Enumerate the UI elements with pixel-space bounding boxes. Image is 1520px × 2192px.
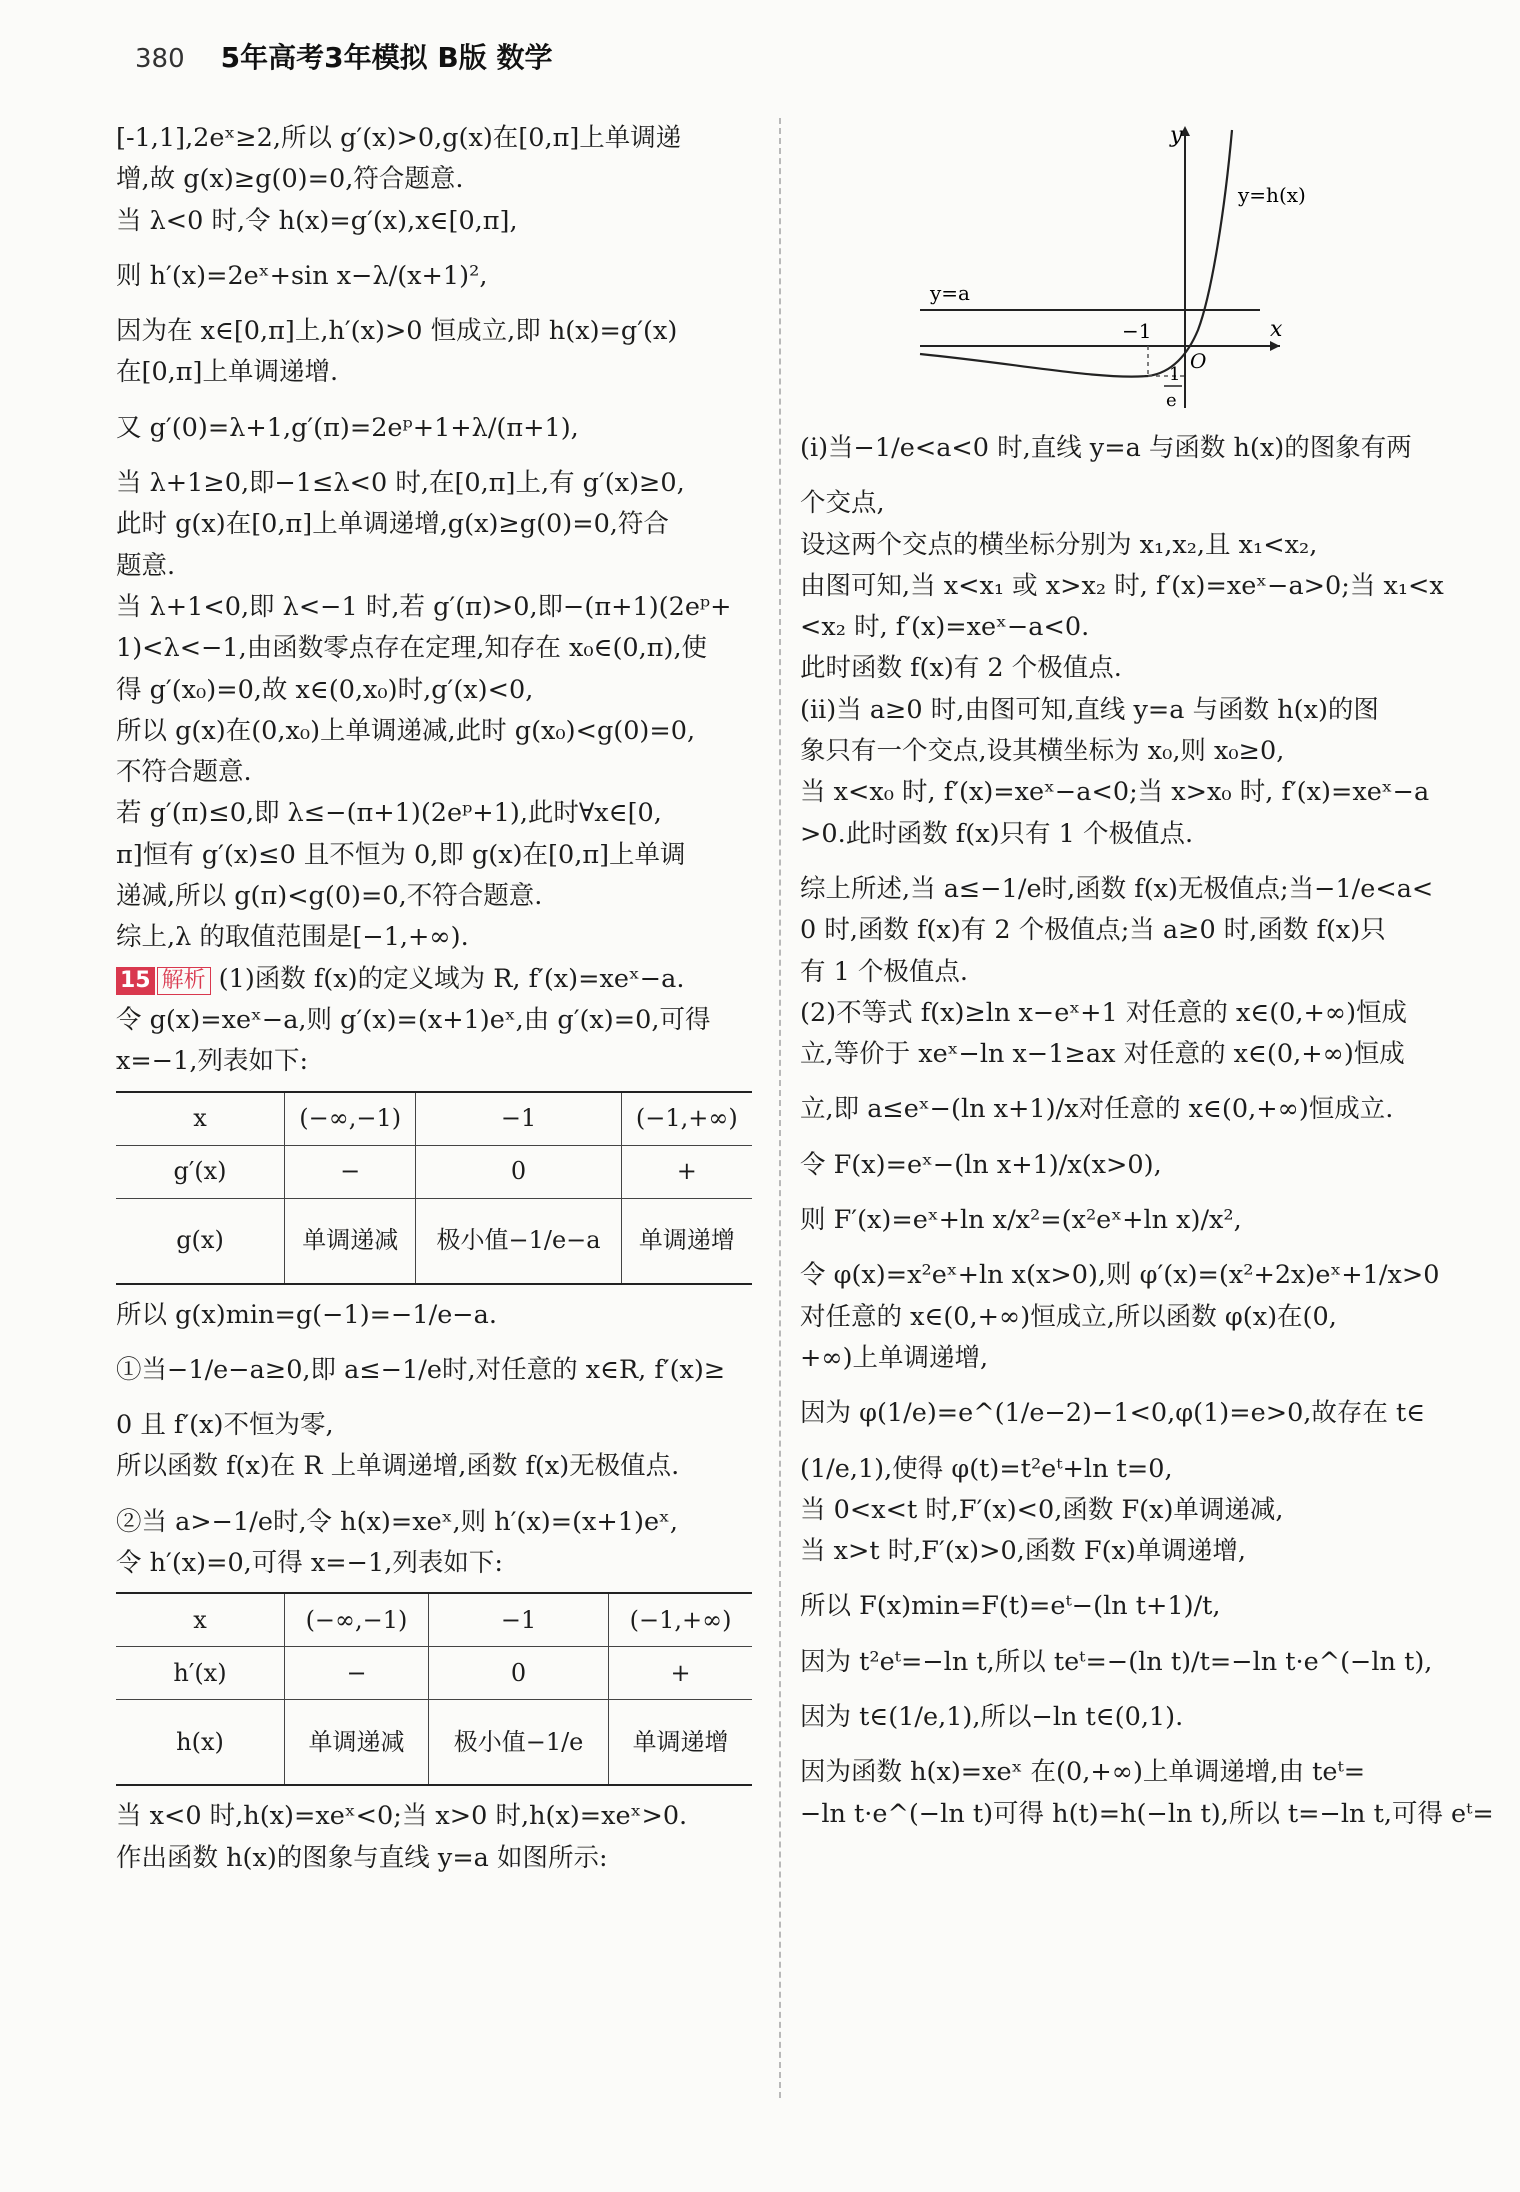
table-cell: x — [116, 1593, 285, 1647]
text-line: >0.此时函数 f(x)只有 1 个极值点. — [800, 818, 1194, 849]
text-line: 若 g′(π)≤0,即 λ≤−(π+1)(2eᵖ+1),此时∀x∈[0, — [116, 798, 662, 829]
page-number: 380 — [135, 44, 185, 74]
text-line: 当 λ<0 时,令 h(x)=g′(x),x∈[0,π], — [116, 205, 518, 236]
table-cell: − — [285, 1647, 429, 1700]
text-line: 1)<λ<−1,由函数零点存在定理,知存在 x₀∈(0,π),使 — [116, 633, 708, 664]
table-cell: (−1,+∞) — [621, 1092, 752, 1146]
table-row — [116, 1198, 752, 1284]
text-line: 由图可知,当 x<x₁ 或 x>x₂ 时, f′(x)=xeˣ−a>0;当 x₁<x — [800, 570, 1444, 601]
text-line: 作出函数 h(x)的图象与直线 y=a 如图所示: — [116, 1842, 608, 1873]
text-line: −ln t·e^(−ln t)可得 h(t)=h(−ln t),所以 t=−ln t,可得 eᵗ= — [800, 1798, 1494, 1829]
text-line: 因为 φ(1/e)=e^(1/e−2)−1<0,φ(1)=e>0,故存在 t∈ — [800, 1398, 1426, 1429]
table-cell: 单调递减 — [285, 1700, 429, 1786]
table-cell: 极小值−1/e — [428, 1700, 608, 1786]
text-line: 在[0,π]上单调递增. — [116, 357, 339, 388]
table-cell: 单调递增 — [621, 1198, 752, 1284]
table-cell: h(x) — [116, 1700, 285, 1786]
column-divider — [779, 118, 781, 2098]
minus-one-label: −1 — [1122, 319, 1152, 343]
left-column — [116, 118, 756, 1879]
text-line: (1/e,1),使得 φ(t)=t²eᵗ+ln t=0, — [800, 1453, 1173, 1484]
text-line: 得 g′(x₀)=0,故 x∈(0,x₀)时,g′(x)<0, — [116, 674, 534, 705]
text-line: 个交点, — [800, 488, 885, 519]
text-line: 则 h′(x)=2eˣ+sin x−λ/(x+1)², — [116, 260, 488, 291]
table-cell: + — [609, 1647, 752, 1700]
table-cell: −1 — [428, 1593, 608, 1647]
text-line: (ii)当 a≥0 时,由图可知,直线 y=a 与函数 h(x)的图 — [800, 694, 1379, 725]
table-cell: (−1,+∞) — [609, 1593, 752, 1647]
text-line: 则 F′(x)=eˣ+ln x/x²=(x²eˣ+ln x)/x², — [800, 1205, 1242, 1236]
text-line: 所以 g(x)在(0,x₀)上单调递减,此时 g(x₀)<g(0)=0, — [116, 715, 696, 746]
text-line: 所以函数 f(x)在 R 上单调递增,函数 f(x)无极值点. — [116, 1451, 680, 1482]
table-cell: 0 — [428, 1647, 608, 1700]
text-line: 因为函数 h(x)=xeˣ 在(0,+∞)上单调递增,由 teᵗ= — [800, 1757, 1366, 1788]
analysis-tag: 解析 — [157, 967, 211, 995]
text-line: x=−1,列表如下: — [116, 1046, 309, 1077]
text-line: 又 g′(0)=λ+1,g′(π)=2eᵖ+1+λ/(π+1), — [116, 412, 579, 443]
text-line: 令 φ(x)=x²eˣ+ln x(x>0),则 φ′(x)=(x²+2x)eˣ+1/x>0 — [800, 1260, 1440, 1291]
x-axis-label: x — [1270, 317, 1283, 342]
table-cell: 极小值−1/e−a — [416, 1198, 621, 1284]
text-line: 令 F(x)=eˣ−(ln x+1)/x(x>0), — [800, 1149, 1162, 1180]
text-line: <x₂ 时, f′(x)=xeˣ−a<0. — [800, 612, 1090, 643]
text-line: 当 x<x₀ 时, f′(x)=xeˣ−a<0;当 x>x₀ 时, f′(x)=xeˣ−a — [800, 777, 1430, 808]
x-axis-arrow — [1270, 341, 1280, 351]
table-cell: − — [285, 1145, 416, 1198]
text-line: 立,即 a≤eˣ−(ln x+1)/x对任意的 x∈(0,+∞)恒成立. — [800, 1094, 1394, 1125]
table-cell: (−∞,−1) — [285, 1593, 429, 1647]
min-value-numerator: 1 — [1169, 364, 1181, 385]
book-title: 5年高考3年模拟 B版 数学 — [220, 41, 553, 74]
table-cell: x — [116, 1092, 285, 1146]
table-row — [116, 1593, 752, 1647]
text-line: 0 且 f′(x)不恒为零, — [116, 1410, 334, 1441]
y-axis-label: y — [1170, 123, 1183, 148]
text-line: (i)当−1/e<a<0 时,直线 y=a 与函数 h(x)的图象有两 — [800, 433, 1412, 463]
text-line: 当 λ+1<0,即 λ<−1 时,若 g′(π)>0,即−(π+1)(2eᵖ+ — [116, 591, 732, 622]
table-row — [116, 1092, 752, 1146]
text-line: 当 x>t 时,F′(x)>0,函数 F(x)单调递增, — [800, 1536, 1246, 1567]
text-line: (2)不等式 f(x)≥ln x−eˣ+1 对任意的 x∈(0,+∞)恒成 — [800, 997, 1408, 1028]
text-line: π]恒有 g′(x)≤0 且不恒为 0,即 g(x)在[0,π]上单调 — [116, 839, 686, 870]
text-line: 综上,λ 的取值范围是[−1,+∞). — [116, 922, 469, 953]
table-cell: g(x) — [116, 1198, 285, 1284]
text-line: 当 0<x<t 时,F′(x)<0,函数 F(x)单调递减, — [800, 1494, 1284, 1525]
text-line: (1)函数 f(x)的定义域为 R, f′(x)=xeˣ−a. — [218, 963, 685, 994]
table-row — [116, 1700, 752, 1786]
sign-table-h — [116, 1592, 752, 1786]
table-cell: 单调递减 — [285, 1198, 416, 1284]
table-row — [116, 1145, 752, 1198]
text-line: 有 1 个极值点. — [800, 956, 969, 987]
table-cell: (−∞,−1) — [285, 1092, 416, 1146]
text-line: 所以 F(x)min=F(t)=eᵗ−(ln t+1)/t, — [800, 1591, 1221, 1622]
question-heading — [116, 959, 756, 1000]
text-line: 综上所述,当 a≤−1/e时,函数 f(x)无极值点;当−1/e<a< — [800, 873, 1434, 904]
table-cell: + — [621, 1145, 752, 1198]
text-line: 所以 g(x)min=g(−1)=−1/e−a. — [116, 1299, 497, 1330]
sign-table-g — [116, 1091, 752, 1285]
text-line: 对任意的 x∈(0,+∞)恒成立,所以函数 φ(x)在(0, — [800, 1301, 1337, 1332]
text-line: ②当 a>−1/e时,令 h(x)=xeˣ,则 h′(x)=(x+1)eˣ, — [116, 1506, 678, 1537]
line-label: y=a — [930, 281, 970, 305]
text-line: 因为 t²eᵗ=−ln t,所以 teᵗ=−(ln t)/t=−ln t·e^(−ln t), — [800, 1646, 1433, 1677]
text-line: 当 λ+1≥0,即−1≤λ<0 时,在[0,π]上,有 g′(x)≥0, — [116, 468, 685, 499]
right-column — [800, 118, 1494, 1835]
text-line: 令 h′(x)=0,可得 x=−1,列表如下: — [116, 1548, 503, 1579]
table-row — [116, 1647, 752, 1700]
min-value-denominator: e — [1166, 390, 1177, 411]
table-cell: 0 — [416, 1145, 621, 1198]
text-line: +∞)上单调递增, — [800, 1342, 989, 1373]
text-line: 题意. — [116, 550, 176, 581]
text-line: 0 时,函数 f(x)有 2 个极值点;当 a≥0 时,函数 f(x)只 — [800, 915, 1386, 946]
text-line: 不符合题意. — [116, 757, 252, 788]
text-line: 当 x<0 时,h(x)=xeˣ<0;当 x>0 时,h(x)=xeˣ>0. — [116, 1801, 688, 1832]
origin-label: O — [1190, 349, 1207, 373]
text-line: 增,故 g(x)≥g(0)=0,符合题意. — [116, 164, 464, 195]
text-line: ①当−1/e−a≥0,即 a≤−1/e时,对任意的 x∈R, f′(x)≥ — [116, 1354, 726, 1385]
text-line: [-1,1],2eˣ≥2,所以 g′(x)>0,g(x)在[0,π]上单调递 — [116, 123, 682, 153]
text-line: 因为 t∈(1/e,1),所以−ln t∈(0,1). — [800, 1702, 1184, 1733]
text-line: 立,等价于 xeˣ−ln x−1≥ax 对任意的 x∈(0,+∞)恒成 — [800, 1039, 1405, 1070]
table-cell: g′(x) — [116, 1145, 285, 1198]
text-line: 令 g(x)=xeˣ−a,则 g′(x)=(x+1)eˣ,由 g′(x)=0,可得 — [116, 1004, 711, 1035]
table-cell: −1 — [416, 1092, 621, 1146]
text-line: 此时函数 f(x)有 2 个极值点. — [800, 653, 1122, 684]
page-header — [135, 36, 552, 76]
text-line: 此时 g(x)在[0,π]上单调递增,g(x)≥g(0)=0,符合 — [116, 509, 669, 540]
table-cell: h′(x) — [116, 1647, 285, 1700]
text-line: 因为在 x∈[0,π]上,h′(x)>0 恒成立,即 h(x)=g′(x) — [116, 316, 678, 347]
question-number-badge: 15 — [116, 967, 155, 995]
text-line: 设这两个交点的横坐标分别为 x₁,x₂,且 x₁<x₂, — [800, 529, 1318, 560]
function-graph — [800, 118, 1440, 418]
curve-label: y=h(x) — [1238, 183, 1306, 207]
table-cell: 单调递增 — [609, 1700, 752, 1786]
text-line: 递减,所以 g(π)<g(0)=0,不符合题意. — [116, 881, 543, 912]
text-line: 象只有一个交点,设其横坐标为 x₀,则 x₀≥0, — [800, 736, 1285, 767]
